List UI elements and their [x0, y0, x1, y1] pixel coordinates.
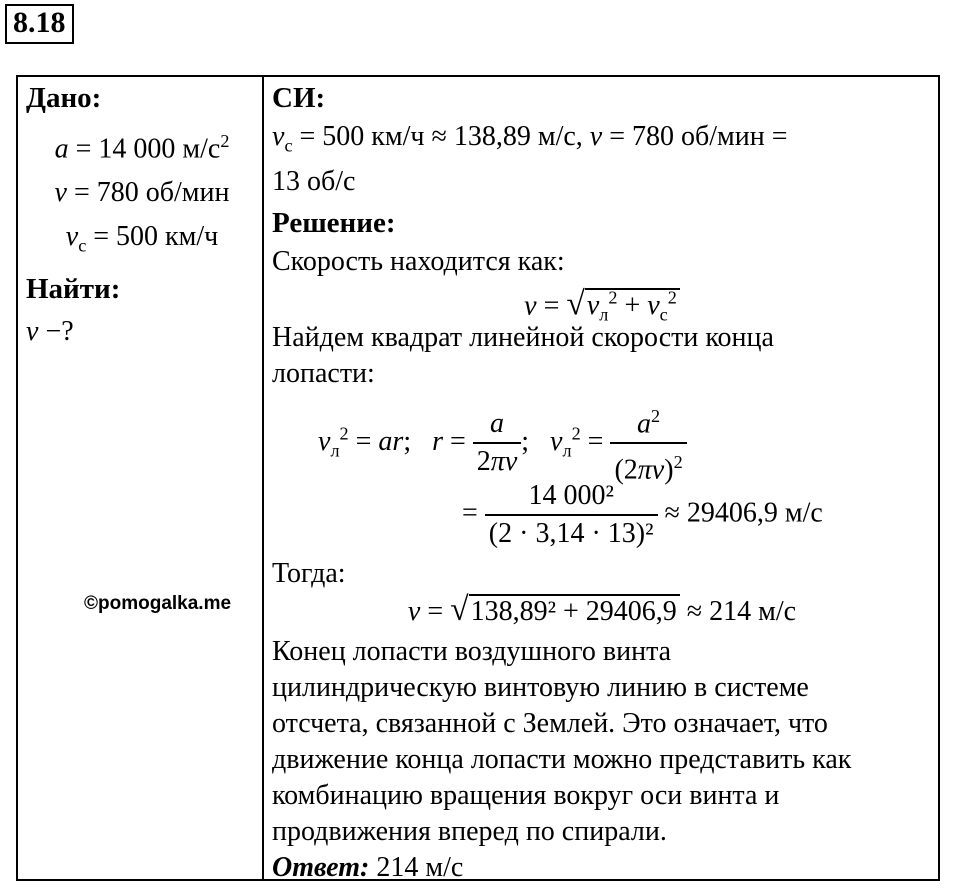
- equation-final-result: ≈ 214 м/с: [686, 595, 797, 627]
- solution-header: Решение:: [272, 206, 396, 239]
- answer: [272, 850, 932, 886]
- explanation-line-1: Конец лопасти воздушного винта: [272, 635, 672, 667]
- equation-numeric: = $\frac{\text{14 000²}}{\text{(2 · 3,14 · 13)²}}$ ≈ 29406,9 м/с: [272, 478, 932, 556]
- explanation-line-2: цилиндрическую винтовую линию в системе: [272, 671, 809, 703]
- solution-table: [16, 75, 940, 881]
- given-header: Дано:: [26, 82, 102, 114]
- answer-value: 214 м/с: [376, 851, 464, 883]
- square-intro-2: лопасти:: [272, 357, 375, 389]
- explanation-line-3: отсчета, связанной с Землей. Это означает, что: [272, 707, 828, 739]
- given-acceleration: a = 14 000 $м/с^2$: [54, 131, 230, 165]
- si-line-1: $v_с = 500$ км/ч ≈ 138,89 м/с, ν = 780 об/мин =: [272, 121, 788, 156]
- si-header: СИ:: [272, 82, 326, 114]
- equation-linear-speed: $v_л^2$ = ar; r = $\frac{a}{2\pi\nu}$ ; $v_л^2$ = $\frac{a^2}{(2\pi\nu)^2}$: [272, 392, 932, 478]
- watermark: ©pomogalka.me: [84, 593, 232, 614]
- find-value: v −?: [26, 315, 74, 347]
- given-frequency: ν = 780 об/мин: [54, 177, 230, 209]
- given-plane-speed: $v_с = 500$ км/ч: [65, 221, 219, 256]
- solution-column: [272, 77, 932, 886]
- answer-label: Ответ:: [272, 851, 370, 883]
- find-header: Найти:: [26, 272, 121, 305]
- equation-speed: $v = √v_л^2 + v_с^2$: [272, 280, 932, 320]
- column-divider: [262, 77, 264, 879]
- equation-numeric-result: ≈ 29406,9 м/с: [664, 497, 823, 529]
- explanation-line-6: продвижения вперед по спирали.: [272, 815, 667, 847]
- si-line-2: 13 об/с: [272, 165, 356, 197]
- square-intro-1: Найдем квадрат линейной скорости конца: [272, 321, 774, 353]
- speed-intro: Скорость находится как:: [272, 245, 565, 277]
- equation-final: v = √138,89² + 29406,9 ≈ 214 м/с: [407, 590, 797, 628]
- given-column: [26, 77, 258, 354]
- problem-number: 8.18: [5, 4, 74, 44]
- explanation-line-4: движение конца лопасти можно представить как: [272, 743, 852, 775]
- explanation-line-5: комбинацию вращения вокруг оси винта и: [272, 779, 780, 811]
- then-label: Тогда:: [272, 557, 346, 589]
